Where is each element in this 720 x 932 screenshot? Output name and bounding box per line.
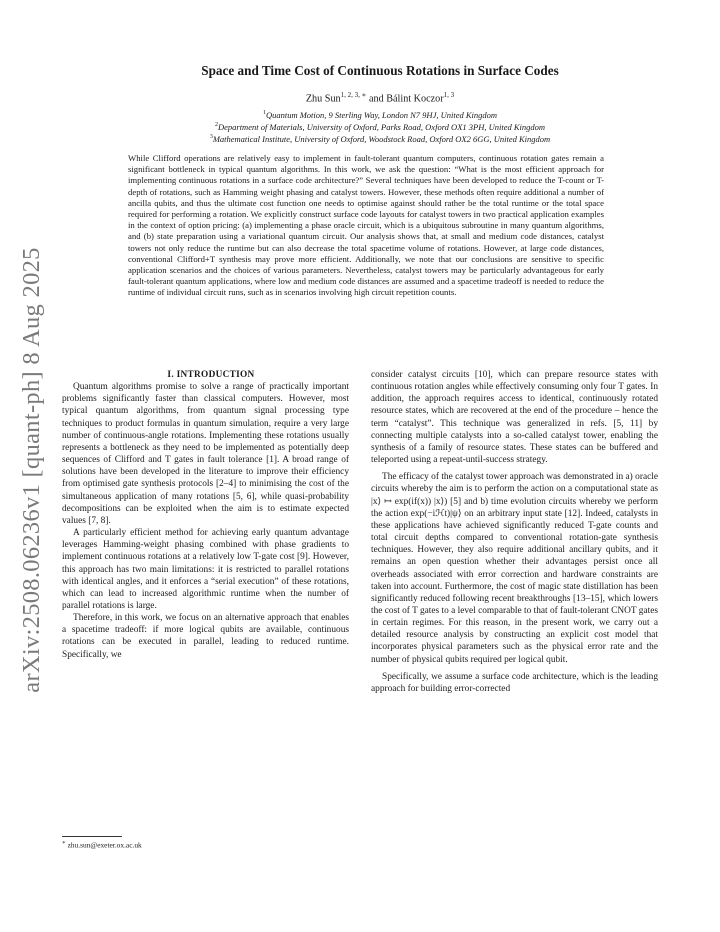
- author-line: [100, 91, 660, 104]
- author-name: Zhu Sun: [305, 93, 341, 105]
- body-paragraph: Quantum algorithms promise to solve a range of practically important problems significantly faster than classical computers. However, most typical quantum algorithms, from quantum signal processing type techniques to product formulas in quantum simulation, require a very large number of continuous-angle rotations. Implementing these rotations usually represents a bottleneck as they need to be implemented as potentially deep sequences of Clifford and T gates in fault tolerance [1]. A broad range of solutions have been developed in the literature to improve their efficiency from optimised gate synthesis protocols [2–4] to minimising the cost of the simultaneous application of many rotations [5, 6], while quasi-probability decompositions can be exploited when the aim is to estimate expected values [7, 8].: [62, 382, 349, 526]
- body-paragraph: The efficacy of the catalyst tower approach was demonstrated in a) oracle circuits whereby the aim is to perform the action on a computational state as |x⟩ ↦ exp(if(x)) |x⟩) [5] and b) time evolution circuits whereby we perform the action exp(−iℋt)|ψ⟩ on an arbitrary input state [12]. Indeed, catalysts in these applications have achieved significantly reduced T-gate counts and total circuit depths compared to conventional rotation-gate synthesis techniques. However, they also require additional ancillary qubits, and it remains an open question whether their advantages persist once all overheads associated with error correction and hardware constraints are taken into account. Furthermore, the cost of magic state distillation has been significantly reduced following recent breakthroughs [13–15], which lowers the cost of T gates to a level comparable to that of fault-tolerant CNOT gates in certain regimes. For this reason, in the present work, we carry out a detailed resource analysis by constructing an explicit cost model that incorporates physical parameters such as the physical error rate and the number of physical qubits required per logical qubit.: [371, 472, 658, 665]
- footnote: [62, 840, 142, 849]
- arxiv-watermark: [12, 247, 52, 693]
- body-paragraph: Specifically, we assume a surface code architecture, which is the leading approach for building error-corrected: [371, 671, 658, 694]
- affiliation-number: 3: [209, 134, 213, 140]
- author-name: Bálint Koczor: [386, 93, 444, 105]
- author-conjunction: and: [366, 93, 387, 105]
- author-affiliation-marks: 1, 2, 3, ∗: [340, 91, 367, 99]
- affiliation-number: 1: [262, 110, 266, 116]
- affiliation-number: 2: [214, 122, 218, 128]
- corresponding-email: zhu.sun@exeter.ox.ac.uk: [65, 840, 142, 850]
- footnote-mark: ∗: [62, 840, 66, 846]
- affiliation: [100, 120, 660, 133]
- body-paragraph: Therefore, in this work, we focus on an alternative approach that enables a spacetime tradeoff: if more logical qubits are available, continuous rotations can be executed in parallel, leading to reduced runtime. Specifically, we: [62, 613, 349, 660]
- right-column: [371, 369, 658, 695]
- affiliation-text: Department of Materials, University of Oxford, Parks Road, Oxford OX1 3PH, United Kingdom: [217, 121, 546, 132]
- paper-title: Space and Time Cost of Continuous Rotations in Surface Codes: [201, 63, 559, 78]
- left-column: [62, 369, 349, 661]
- author-affiliation-marks: 1, 3: [443, 91, 455, 99]
- abstract: While Clifford operations are relatively easy to implement in fault-tolerant quantum computers, continuous rotation gates remain a significant bottleneck in typical quantum algorithms. In this work, we ask the question: “What is the most efficient approach for implementing continuous rotations in a surface code architecture?” Several techniques have been developed to reduce the T-count or T-depth of rotations, such as Hamming weight phasing and catalyst towers. However, these methods often require additional a number of ancilla qubits, and thus the ultimate cost function one needs to optimise against should rather be the total runtime or the total space required for performing a rotation. We explicitly construct surface code layouts for catalyst towers in two practical application examples in the context of option pricing: (a) implementing a phase oracle circuit, which is a ubiquitous subroutine in many quantum algorithms, and (b) state preparation using a variational quantum circuit. Our analysis shows that, at small and medium code distances, catalyst towers not only reduce the runtime but can also decrease the total spacetime volume of rotations. However, at large code distances, conventional Clifford+T synthesis may prove more efficient. Additionally, we note that our conclusions are sensitive to specific application scenarios and the choices of various parameters. Nevertheless, catalyst towers may be particularly advantageous for early fault-tolerant quantum applications, where low and medium code distances are assumed and a spacetime tradeoff is needed to reduce the runtime of individual circuit runs, such as in scenarios involving high circuit repetition counts.: [128, 153, 604, 298]
- arxiv-identifier: arXiv:2508.06236v1 [quant-ph] 8 Aug 2025: [18, 247, 45, 693]
- body-paragraph: A particularly efficient method for achieving early quantum advantage leverages Hamming-weight phasing combined with phase gradients to implement continuous rotations at a relatively low T-gate cost [9]. However, this approach has two main limitations: it is restricted to parallel rotations with identical angles, and it enforces a “serial execution” of these rotations, which can lead to increased algorithmic runtime when the number of parallel rotations is large.: [62, 528, 349, 611]
- section-heading: I. INTRODUCTION: [167, 370, 255, 380]
- affiliation-text: Quantum Motion, 9 Sterling Way, London N7 9HJ, United Kingdom: [265, 109, 498, 120]
- affiliation: [100, 108, 660, 121]
- footnote-divider: [62, 836, 122, 837]
- affiliation: [100, 132, 660, 145]
- affiliation-text: Mathematical Institute, University of Oxford, Woodstock Road, Oxford OX2 6GG, United Kingdom: [212, 133, 551, 144]
- body-paragraph: consider catalyst circuits [10], which can prepare resource states with continuous rotation angles while effectively consuming only four T gates. In addition, the approach requires access to identical, continuously rotated resource states, which are recovered at the end of the procedure – hence the term “catalyst”. This technique was generalized in refs. [5, 11] by connecting multiple catalysts into a so-called catalyst tower, enabling the synthesis of a family of resource states. These states can be buffered and teleported using a repeat-until-success strategy.: [371, 370, 658, 466]
